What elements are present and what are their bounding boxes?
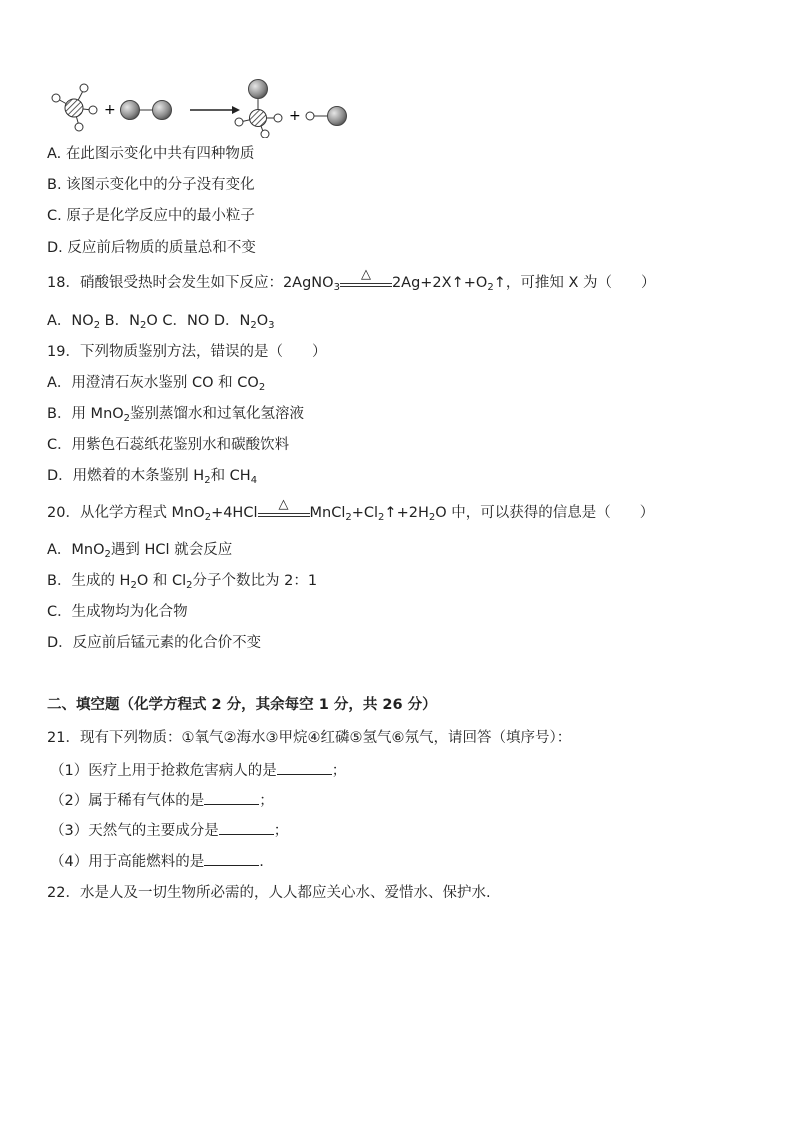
- product-molecule-1: [235, 80, 282, 139]
- answer-blank[interactable]: [277, 760, 332, 775]
- q18-options: A．$NO_2$ B．$N_2O$ C．NO D．$N_2O_3$: [47, 313, 275, 331]
- answer-blank[interactable]: [204, 851, 259, 866]
- heat-condition-equals: △: [340, 273, 392, 293]
- reactant-molecule-1: [52, 84, 97, 131]
- plus-sign: +: [289, 108, 301, 124]
- q22-stem: 22．水是人及一切生物所必需的，人人都应关心水、爱惜水、保护水.: [47, 885, 491, 901]
- q20-option-d: D．反应前后锰元素的化合价不变: [47, 635, 262, 651]
- reactant-molecule-2: [121, 101, 172, 120]
- q20-option-a: A．MnO$_2$遇到 HCl 就会反应: [47, 542, 233, 560]
- q19-option-d: D．用燃着的木条鉴别 $H_2$和 $CH_4$: [47, 468, 258, 486]
- q20-option-b: B．生成的 $H_2O$ 和 $Cl_2$分子个数比为 2：1: [47, 573, 318, 591]
- q21-item-3: （3）天然气的主要成分是 ；: [50, 820, 288, 841]
- heat-condition-equals: △: [258, 503, 310, 523]
- q20-stem: 20．从化学方程式 MnO$_2$+4HCl △ $MnCl_2+Cl_2↑+2H_2O$ 中，可以获得的信息是（ ）: [47, 497, 655, 523]
- q19-stem: 19．下列物质鉴别方法，错误的是（ ）: [47, 344, 327, 360]
- plus-sign: +: [104, 102, 116, 118]
- q19-option-c: C．用紫色石蕊纸花鉴别水和碳酸饮料: [47, 437, 290, 453]
- product-molecule-2: [306, 107, 347, 126]
- q19-option-b: B．用 MnO$_2$鉴别蒸馏水和过氧化氢溶液: [47, 406, 305, 424]
- q21-item-4: （4）用于高能燃料的是 .: [50, 851, 264, 872]
- answer-blank[interactable]: [204, 790, 259, 805]
- q21-item-1: （1）医疗上用于抢救危害病人的是 ；: [50, 760, 346, 781]
- q17-option-b: B. 该图示变化中的分子没有变化: [47, 177, 255, 193]
- reaction-arrow: [190, 106, 240, 114]
- q18-stem: 18．硝酸银受热时会发生如下反应：2AgNO$_3$ △ $2Ag+2X↑+O_2↑$，可推知 X 为（ ）: [47, 267, 656, 293]
- q21-item-2: （2）属于稀有气体的是 ；: [50, 790, 274, 811]
- answer-blank[interactable]: [219, 820, 274, 835]
- q21-stem: 21．现有下列物质：①氧气②海水③甲烷④红磷⑤氢气⑥氖气，请回答（填序号）：: [47, 730, 572, 746]
- section-heading: 二、填空题（化学方程式 2 分，其余每空 1 分，共 26 分）: [47, 697, 437, 713]
- q17-option-a: A. 在此图示变化中共有四种物质: [47, 146, 255, 162]
- q19-option-a: A．用澄清石灰水鉴别 CO 和 $CO_2$: [47, 375, 266, 393]
- molecule-reaction-diagram: [44, 76, 354, 138]
- q17-option-c: C. 原子是化学反应中的最小粒子: [47, 208, 255, 224]
- q17-option-d: D. 反应前后物质的质量总和不变: [47, 240, 256, 256]
- q20-option-c: C．生成物均为化合物: [47, 604, 188, 620]
